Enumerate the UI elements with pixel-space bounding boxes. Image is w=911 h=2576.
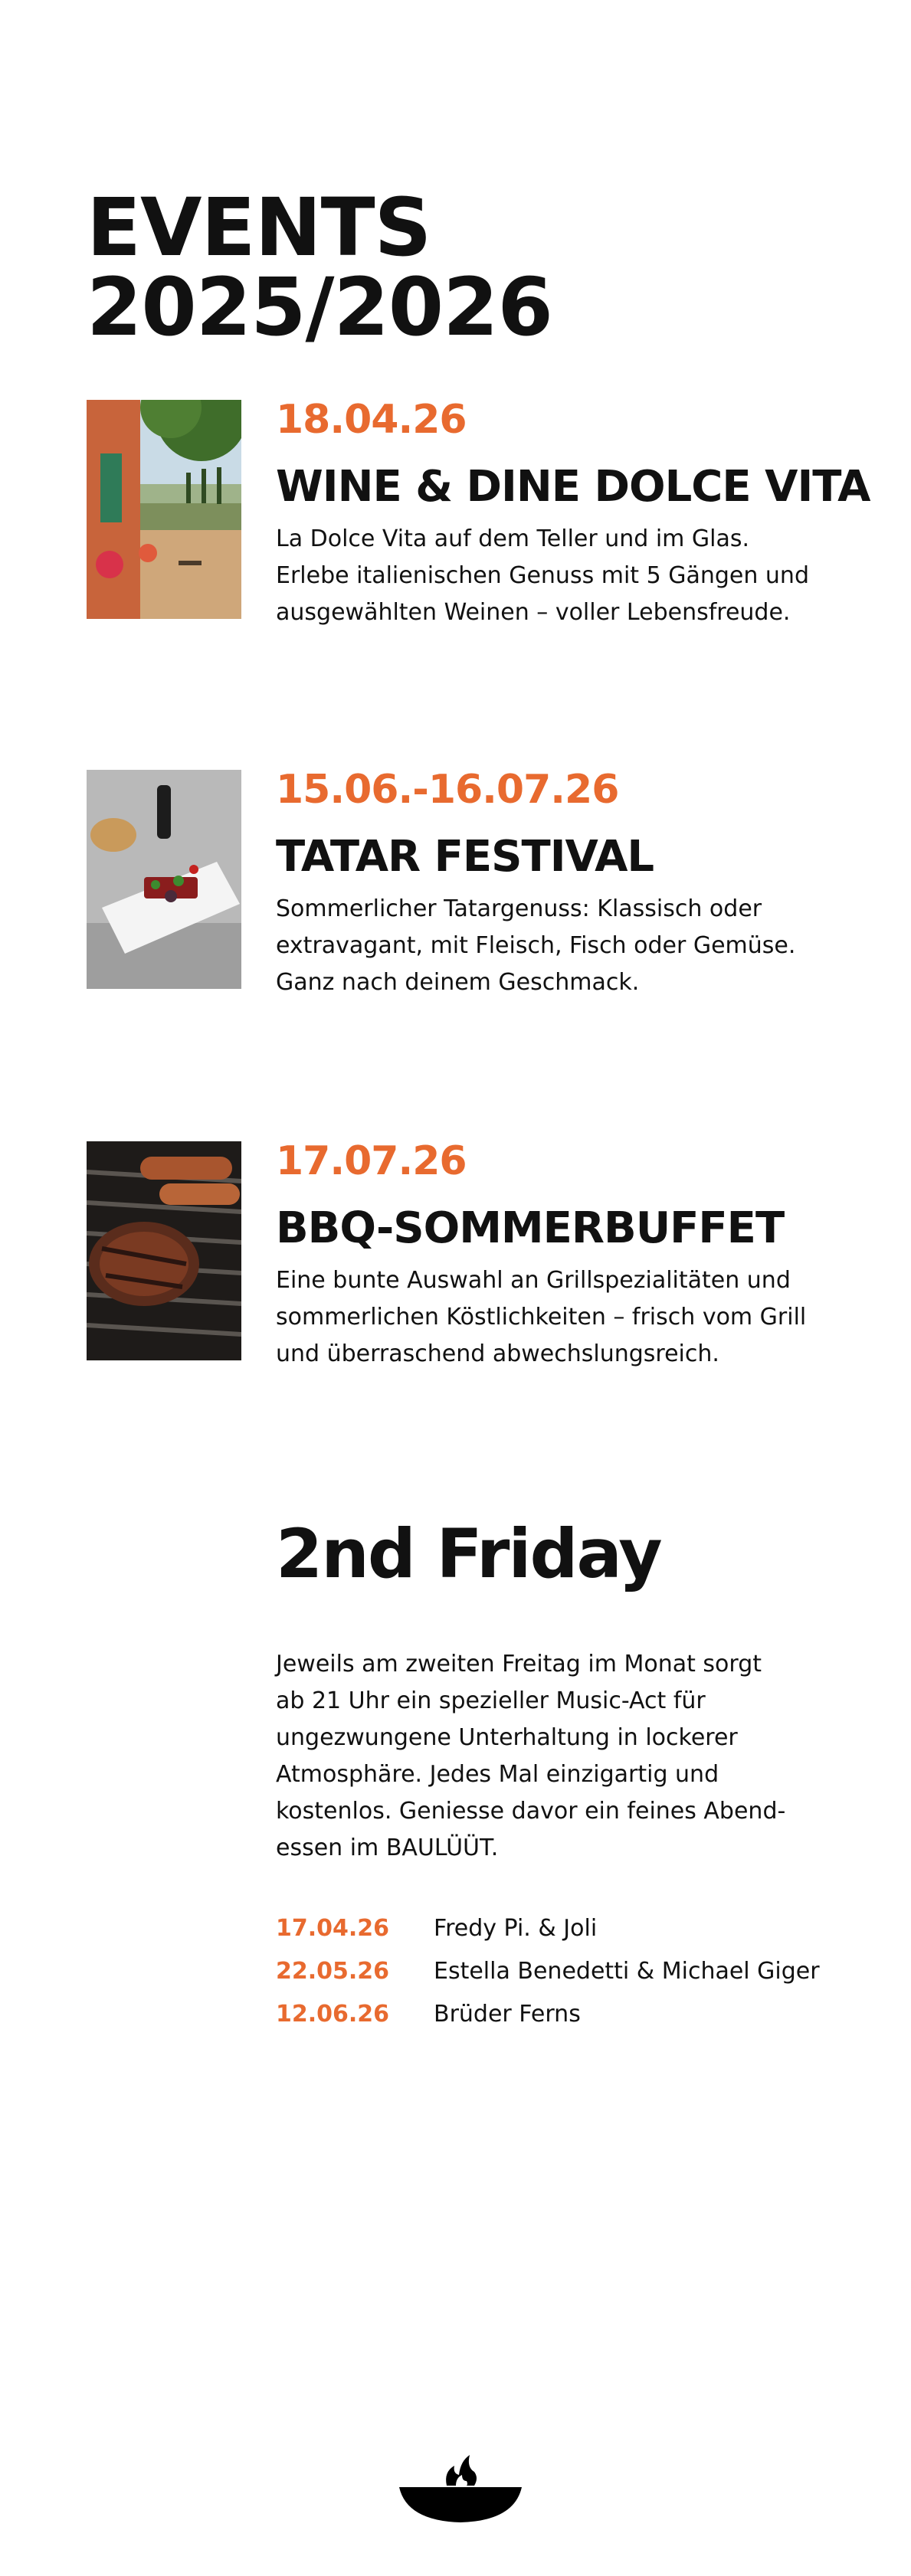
- list-item: [276, 1992, 858, 2035]
- event-description: Eine bunte Auswahl an Grillspezialitäten und sommerlichen Köstlichkeiten – frisch vom Grill und überraschend abwechslungsreich.: [276, 1267, 807, 1367]
- second-friday-intro: Jeweils am zweiten Freitag im Monat sorgt ab 21 Uhr ein spezieller Music-Act für ungezwungene Unterhaltung in lockerer Atmosphäre. Jedes Mal einzigartig und kostenlos. Geniesse davor ein feines Abend- essen im BAULÜÜT.: [276, 1651, 786, 1861]
- event-date: 15.06.-16.07.26: [276, 767, 619, 813]
- second-friday-dates: [276, 1907, 858, 2035]
- event-bbq-sommerbuffet: [87, 1138, 853, 1371]
- performer-name: Fredy Pi. & Joli: [434, 1914, 598, 1942]
- event-description: La Dolce Vita auf dem Teller und im Glas. Erlebe italienischen Genuss mit 5 Gängen und ausgewählten Weinen – voller Lebensfreude.: [276, 525, 809, 626]
- second-friday-title: 2nd Friday: [276, 1514, 661, 1593]
- event-tatar-festival: [87, 767, 853, 1000]
- event-date: 18.04.26: [276, 397, 467, 443]
- list-item: [276, 1949, 858, 1992]
- event-title: WINE & DINE DOLCE VITA: [276, 462, 870, 512]
- event-title: BBQ-SOMMERBUFFET: [276, 1203, 785, 1253]
- page-title: EVENTS 2025/2026: [87, 181, 552, 354]
- performance-date: 17.04.26: [276, 1914, 390, 1942]
- flame-bowl-icon: [399, 2455, 522, 2524]
- event-image-grill-steak: [87, 1141, 241, 1360]
- second-friday-section: [276, 1514, 858, 2035]
- event-date: 17.07.26: [276, 1138, 467, 1184]
- performer-name: Estella Benedetti & Michael Giger: [434, 1957, 820, 1985]
- event-description: Sommerlicher Tatargenuss: Klassisch oder extravagant, mit Fleisch, Fisch oder Gemüse. Ganz nach deinem Geschmack.: [276, 895, 796, 996]
- list-item: [276, 1907, 858, 1949]
- event-image-tartare-plate: [87, 770, 241, 989]
- performer-name: Brüder Ferns: [434, 2000, 581, 2028]
- performance-date: 12.06.26: [276, 2000, 390, 2028]
- event-title: TATAR FESTIVAL: [276, 832, 654, 882]
- performance-date: 22.05.26: [276, 1957, 390, 1985]
- event-image-tuscany-terrace: [87, 400, 241, 619]
- event-wine-dine: [87, 397, 870, 630]
